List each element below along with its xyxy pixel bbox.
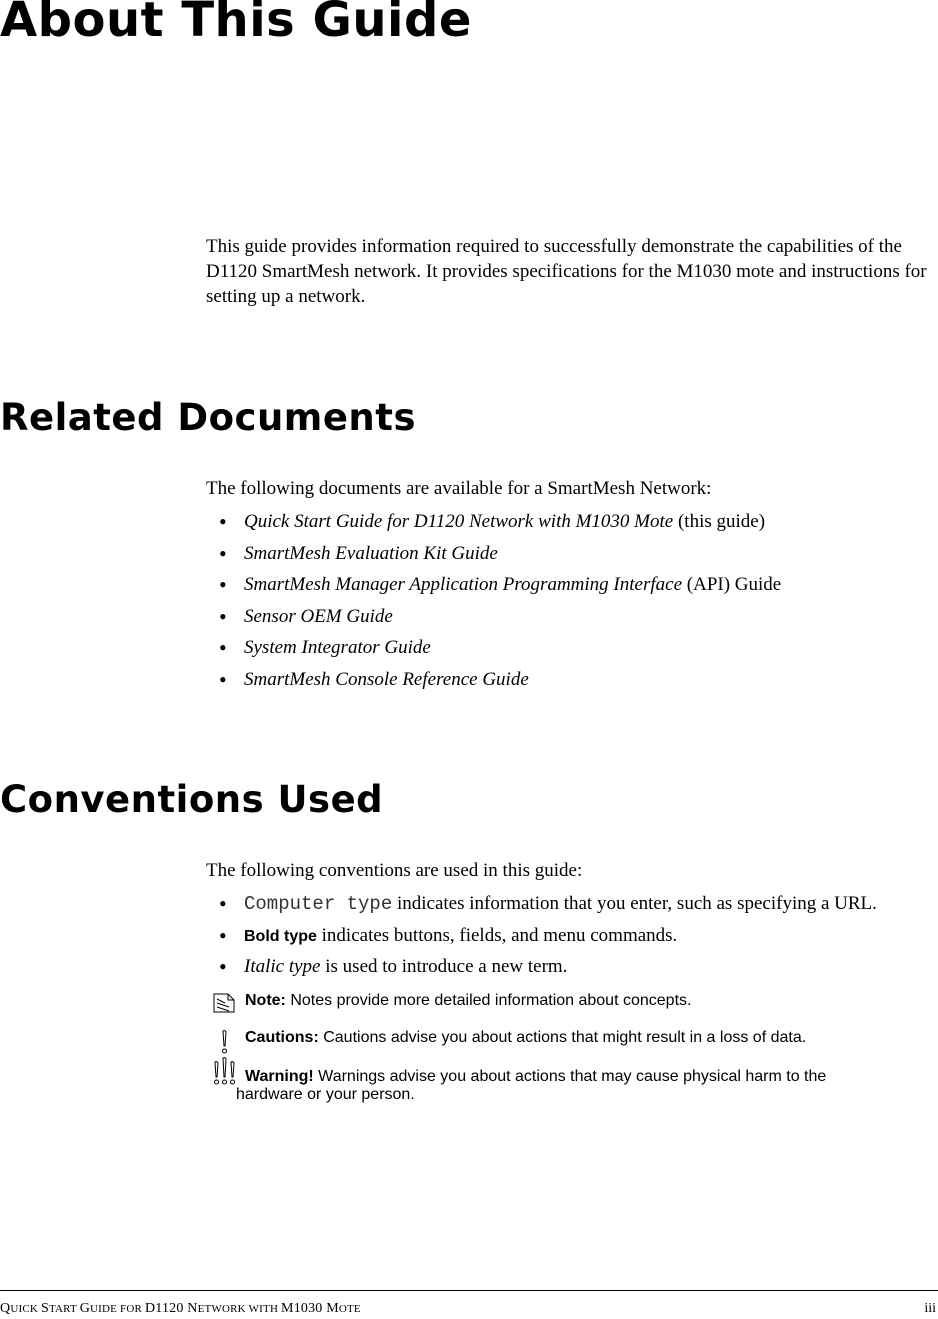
- convention-term: Bold type: [244, 927, 317, 945]
- convention-term: Computer type: [244, 893, 393, 915]
- document-title: SmartMesh Console Reference Guide: [244, 668, 529, 690]
- warning-notice: [212, 1068, 927, 1104]
- document-title: System Integrator Guide: [244, 637, 431, 658]
- page-number: iii: [924, 1301, 936, 1316]
- list-item: [206, 667, 781, 699]
- note-icon: [212, 992, 236, 1019]
- caution-label: Cautions:: [245, 1029, 319, 1046]
- related-documents-heading: Related Documents: [0, 396, 416, 439]
- document-title: Sensor OEM Guide: [244, 605, 393, 627]
- bullet-icon: •: [219, 509, 227, 534]
- list-item: • Computer type indicates information that you enter, such as specifying a URL.: [219, 891, 877, 916]
- conventions-intro: The following conventions are used in this guide:: [206, 860, 583, 881]
- document-title: Quick Start Guide for D1120 Network with M1030 Mote: [244, 511, 674, 532]
- list-item: • Quick Start Guide for D1120 Network with M1030 Mote (this guide): [219, 509, 766, 534]
- document-title: SmartMesh Evaluation Kit Guide: [244, 542, 498, 564]
- page-title: About This Guide: [0, 0, 472, 48]
- conventions-heading: Conventions Used: [0, 778, 384, 821]
- bullet-icon: •: [219, 891, 227, 916]
- list-item: [206, 635, 781, 667]
- document-title: SmartMesh Manager Application Programming Interface: [244, 574, 683, 595]
- bullet-icon: •: [219, 635, 227, 660]
- note-text: Notes provide more detailed information about concepts.: [285, 992, 692, 1009]
- intro-paragraph: This guide provides information required to successfully demonstrate the capabilities of the D1120 SmartMesh network. It provides specifications for the M1030 mote and instructions for setting up a network.: [206, 236, 927, 307]
- conventions-list: [206, 891, 877, 986]
- caution-text: Cautions advise you about actions that might result in a loss of data.: [318, 1029, 807, 1046]
- warning-label: Warning!: [245, 1068, 314, 1085]
- related-documents-list: [206, 509, 781, 698]
- convention-term: Italic type: [244, 956, 321, 977]
- bullet-icon: •: [219, 922, 227, 948]
- list-item: [206, 604, 781, 636]
- note-label: Note:: [245, 992, 286, 1009]
- warning-text-continued: hardware or your person.: [236, 1086, 415, 1103]
- bullet-icon: •: [219, 666, 227, 692]
- note-notice: [212, 992, 927, 1010]
- warning-text: Warnings advise you about actions that may cause physical harm to the: [313, 1068, 827, 1085]
- list-item: • SmartMesh Manager Application Programming Interface (API) Guide: [219, 572, 782, 597]
- list-item: • Italic type is used to introduce a new term.: [219, 954, 568, 979]
- related-documents-intro: The following documents are available for a SmartMesh Network:: [206, 478, 712, 499]
- bullet-icon: •: [219, 572, 227, 597]
- list-item: [206, 541, 781, 573]
- warning-icon: [212, 1056, 238, 1091]
- bullet-icon: •: [219, 954, 227, 979]
- bullet-icon: •: [219, 603, 227, 629]
- footer-divider: [0, 1290, 938, 1291]
- bullet-icon: •: [219, 540, 227, 566]
- caution-notice: [212, 1029, 927, 1047]
- footer-title: QUICK START GUIDE FOR D1120 NETWORK WITH M1030 MOTE: [0, 1301, 361, 1316]
- list-item: • Bold type indicates buttons, fields, and menu commands.: [219, 922, 678, 948]
